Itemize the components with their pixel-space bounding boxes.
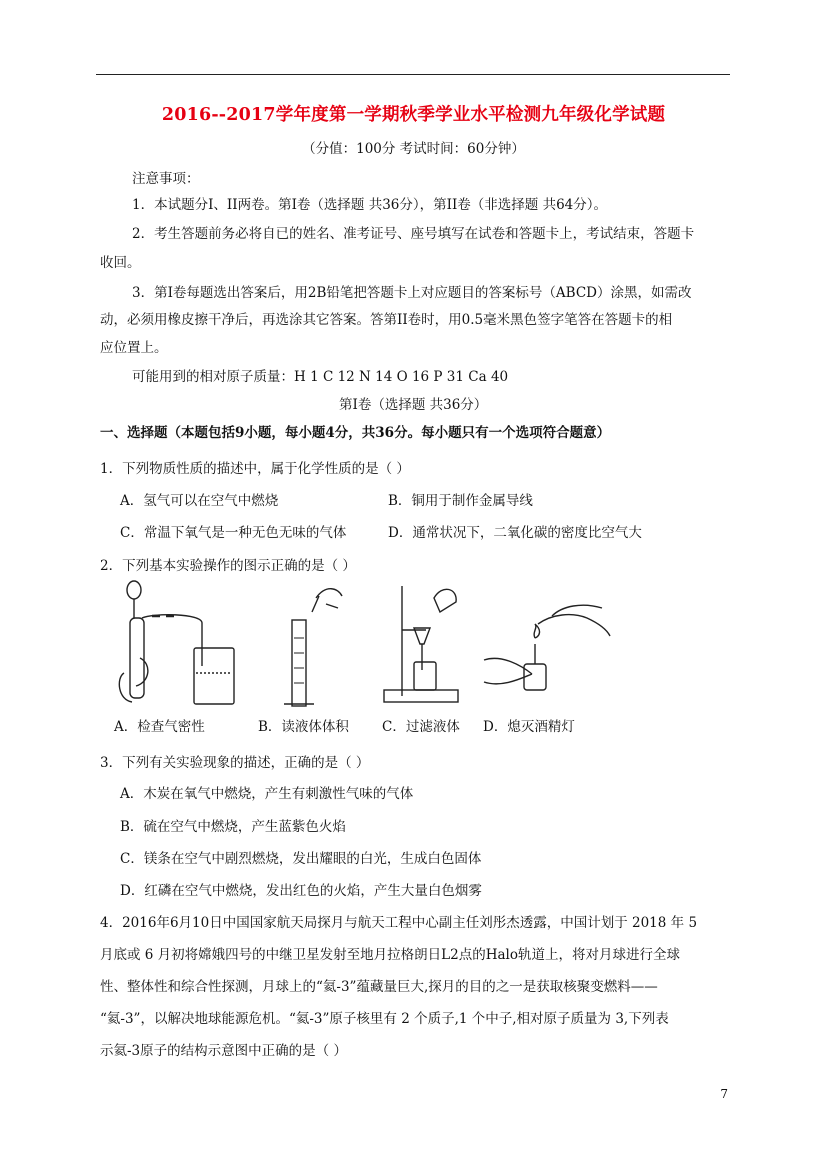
note-3-line-2: 动，必须用橡皮擦干净后，再选涂其它答案。答第II卷时，用0.5毫米黑色签字笔答在答题卡的相 <box>100 312 673 328</box>
q2-option-c: C．过滤液体 <box>382 719 460 735</box>
q2-option-a: A．检查气密性 <box>114 719 205 735</box>
q1-option-c: C．常温下氧气是一种无色无味的气体 <box>120 525 347 541</box>
atomic-masses: 可能用到的相对原子质量：H 1 C 12 N 14 O 16 P 31 Ca 40 <box>132 369 509 385</box>
q2-option-d: D．熄灭酒精灯 <box>483 719 575 735</box>
q2-option-b: B．读液体体积 <box>258 719 349 735</box>
q3-stem: 3．下列有关实验现象的描述，正确的是（ ） <box>100 755 370 771</box>
q2-stem: 2．下列基本实验操作的图示正确的是（ ） <box>100 558 356 574</box>
q4-line-4: “氦-3”，以解决地球能源危机。“氦-3”原子核里有 2 个质子,1 个中子,相对原子质量为 3,下列表 <box>100 1011 669 1027</box>
q1-stem: 1．下列物质性质的描述中，属于化学性质的是（ ） <box>100 461 410 477</box>
note-2-line-2: 收回。 <box>100 255 141 271</box>
q1-option-b: B．铜用于制作金属导线 <box>388 493 533 509</box>
read-volume-illustration <box>284 589 342 706</box>
extinguish-lamp-illustration <box>484 605 610 690</box>
lab-operations-figure <box>112 578 612 710</box>
q3-option-b: B．硫在空气中燃烧，产生蓝紫色火焰 <box>120 819 346 835</box>
airtight-check-illustration <box>119 581 234 704</box>
q3-option-c: C．镁条在空气中剧烈燃烧，发出耀眼的白光，生成白色固体 <box>120 851 482 867</box>
q4-line-5: 示氦-3原子的结构示意图中正确的是（ ） <box>100 1043 347 1059</box>
q1-option-d: D．通常状况下，二氧化碳的密度比空气大 <box>388 525 642 541</box>
page-number: 7 <box>720 1087 728 1101</box>
q4-line-1: 4．2016年6月10日中国国家航天局探月与航天工程中心副主任刘彤杰透露，中国计划于 2018 年 5 <box>100 915 698 931</box>
note-2-line-1: 2．考生答题前务必将自已的姓名、准考证号、座号填写在试卷和答题卡上，考试结束，答题卡 <box>132 226 695 242</box>
note-3-line-1: 3．第Ⅰ卷每题选出答案后，用2B铅笔把答题卡上对应题目的答案标号（ABCD）涂黑，如需改 <box>132 285 692 301</box>
notes-heading: 注意事项： <box>132 171 200 187</box>
note-1: 1．本试题分Ⅰ、II两卷。第Ⅰ卷（选择题 共36分），第II卷（非选择题 共64分）。 <box>132 197 608 213</box>
q4-line-2: 月底或 6 月初将嫦娥四号的中继卫星发射至地月拉格朗日L2点的Halo轨道上，将对月球进行全球 <box>100 947 680 963</box>
q1-option-a: A．氢气可以在空气中燃烧 <box>120 493 279 509</box>
q4-line-3: 性、整体性和综合性探测，月球上的“氦-3”蕴藏量巨大,探月的目的之一是获取核聚变燃料—— <box>100 979 658 995</box>
q3-option-a: A．木炭在氧气中燃烧，产生有刺激性气味的气体 <box>120 786 414 802</box>
header-rule <box>96 74 730 75</box>
note-3-line-3: 应位置上。 <box>100 340 168 356</box>
q3-option-d: D．红磷在空气中燃烧，发出红色的火焰，产生大量白色烟雾 <box>120 883 482 899</box>
exam-subtitle: （分值：100分 考试时间：60分钟） <box>302 141 525 157</box>
exam-title: 2016--2017学年度第一学期秋季学业水平检测九年级化学试题 <box>161 105 666 125</box>
part-1-title: 第Ⅰ卷（选择题 共36分） <box>339 397 488 413</box>
section-heading: 一、选择题（本题包括9小题，每小题4分，共36分。每小题只有一个选项符合题意） <box>100 425 611 441</box>
filter-liquid-illustration <box>384 586 458 702</box>
